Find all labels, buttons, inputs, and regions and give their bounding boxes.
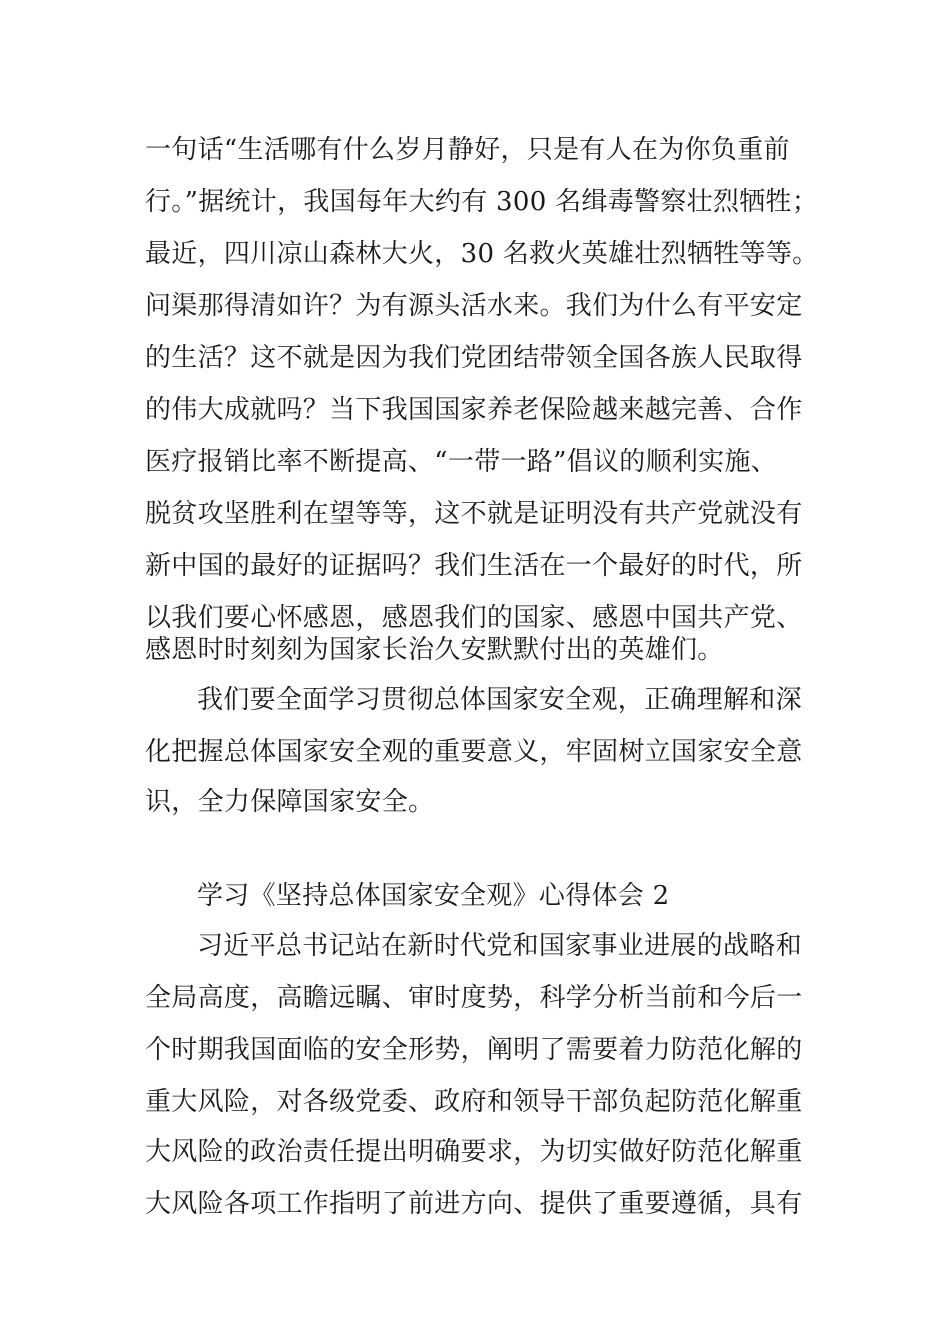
paragraph-line: 重大风险，对各级党委、政府和领导干部负起防范化解重 [145,1087,803,1117]
section-heading: 学习《坚持总体国家安全观》心得体会 2 [197,881,670,911]
paragraph-line: 行。”据统计，我国每年大约有 300 名缉毒警察壮烈牺牲； [145,187,819,217]
paragraph-line: 感恩时时刻刻为国家长治久安默默付出的英雄们。 [145,635,724,665]
paragraph-line: 以我们要心怀感恩，感恩我们的国家、感恩中国共产党、 [145,603,803,633]
paragraph-line: 个时期我国面临的安全形势，阐明了需要着力防范化解的 [145,1035,803,1065]
paragraph-line: 识，全力保障国家安全。 [145,787,435,817]
paragraph-line: 大风险的政治责任提出明确要求，为切实做好防范化解重 [145,1137,803,1167]
paragraph-line: 新中国的最好的证据吗？我们生活在一个最好的时代，所 [145,551,803,581]
paragraph-line: 问渠那得清如许？为有源头活水来。我们为什么有平安定 [145,291,803,321]
paragraph-line: 的伟大成就吗？当下我国国家养老保险越来越完善、合作 [145,395,803,425]
paragraph-line: 脱贫攻坚胜利在望等等，这不就是证明没有共产党就没有 [145,499,803,529]
paragraph-line: 一句话“生活哪有什么岁月静好，只是有人在为你负重前 [145,135,790,165]
paragraph-line: 化把握总体国家安全观的重要意义，牢固树立国家安全意 [145,737,803,767]
paragraph-line: 最近，四川凉山森林大火，30 名救火英雄壮烈牺牲等等。 [145,239,819,269]
paragraph-line: 习近平总书记站在新时代党和国家事业进展的战略和 [197,931,802,961]
paragraph-line: 医疗报销比率不断提高、“一带一路”倡议的顺利实施、 [145,447,778,477]
paragraph-line: 全局高度，高瞻远瞩、审时度势，科学分析当前和今后一 [145,983,803,1013]
paragraph-line: 我们要全面学习贯彻总体国家安全观，正确理解和深 [197,685,802,715]
paragraph-line: 的生活？这不就是因为我们党团结带领全国各族人民取得 [145,343,803,373]
paragraph-line: 大风险各项工作指明了前进方向、提供了重要遵循，具有 [145,1189,803,1219]
